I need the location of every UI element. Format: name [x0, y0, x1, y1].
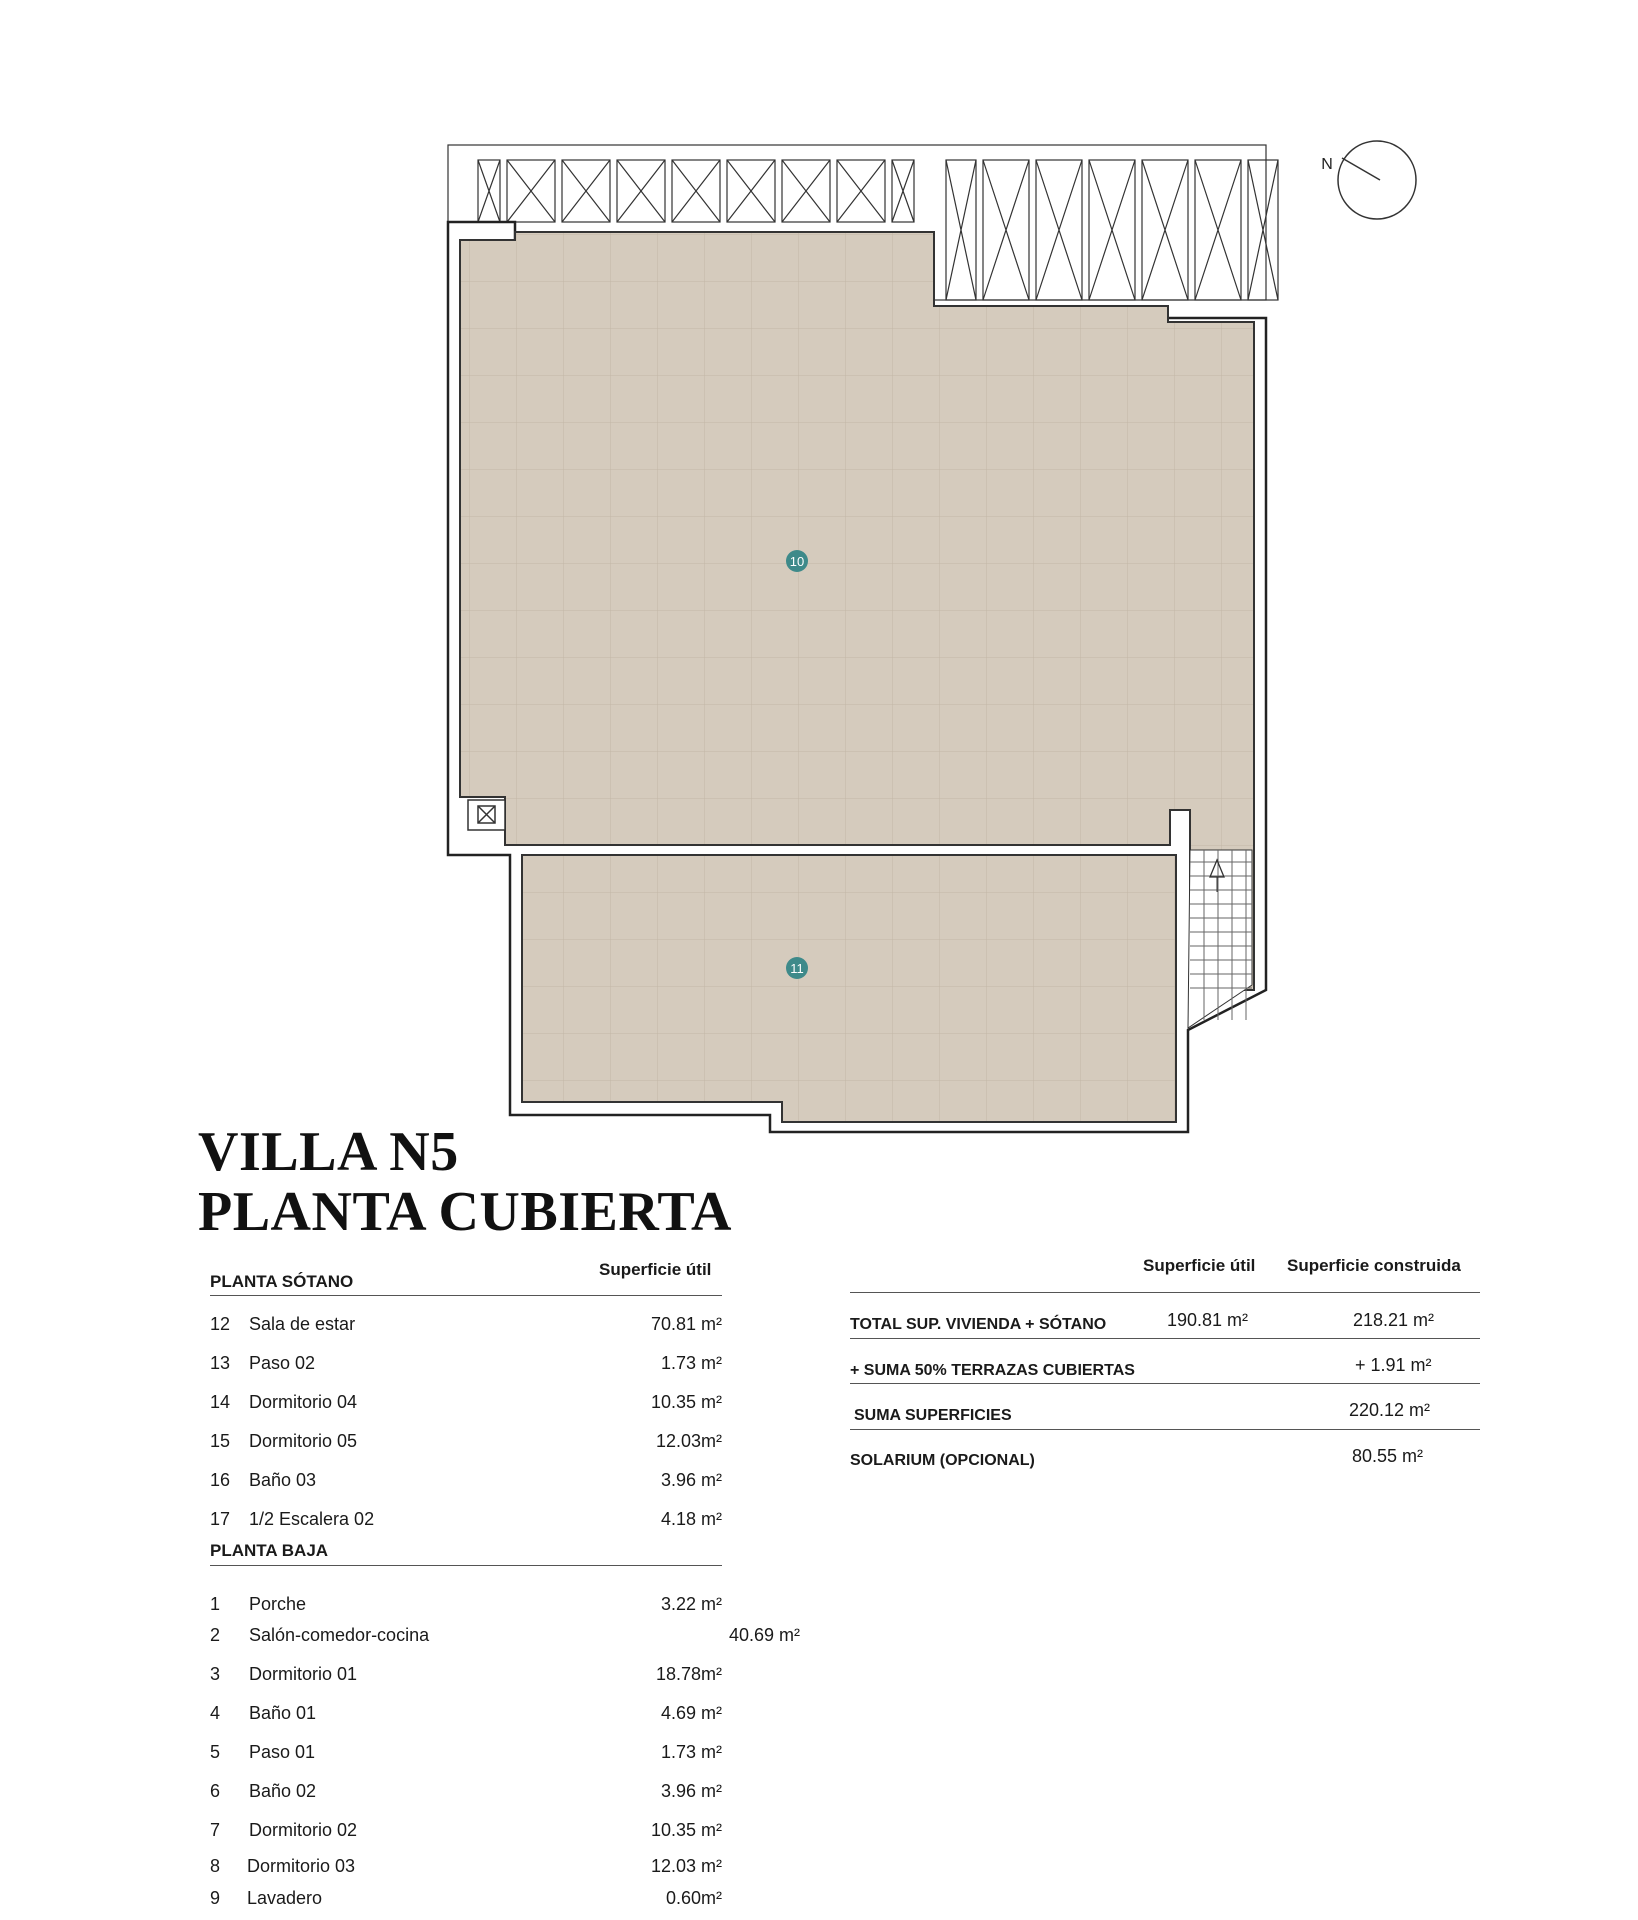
summary-rule [850, 1383, 1480, 1384]
summary-label: + SUMA 50% TERRAZAS CUBIERTAS [850, 1362, 1135, 1379]
summary-rule-top [850, 1292, 1480, 1293]
row-num: 12 [210, 1314, 231, 1334]
summary-util-value: 190.81 m² [1167, 1310, 1249, 1330]
row-name: Baño 02 [249, 1781, 317, 1801]
row-value: 4.18 m² [660, 1509, 722, 1529]
page-title-line1: VILLA N5 [198, 1121, 459, 1183]
row-value: 3.96 m² [660, 1470, 722, 1490]
row-name: Sala de estar [249, 1314, 356, 1334]
page-title-line2: PLANTA CUBIERTA [198, 1181, 732, 1243]
row-value: 40.69 m² [728, 1625, 800, 1645]
row-value: 0.60m² [665, 1888, 722, 1908]
summary-construida-value: + 1.91 m² [1355, 1355, 1432, 1375]
row-name: Lavadero [247, 1888, 323, 1908]
area-label-11 [786, 957, 808, 979]
skylight-icon [468, 800, 505, 830]
row-name: Dormitorio 03 [247, 1856, 356, 1876]
section-rule-baja [210, 1565, 722, 1566]
row-name: Porche [249, 1594, 307, 1614]
row-name: Dormitorio 02 [249, 1820, 358, 1840]
row-num: 14 [210, 1392, 231, 1412]
row-num: 8 [210, 1856, 221, 1876]
left-col-header-util: Superficie útil [599, 1260, 712, 1279]
section-rule-sotano [210, 1295, 722, 1296]
row-value: 1.73 m² [660, 1353, 722, 1373]
row-num: 3 [210, 1664, 221, 1684]
row-num: 15 [210, 1431, 231, 1451]
row-name: Dormitorio 01 [249, 1664, 358, 1684]
row-value: 70.81 m² [650, 1314, 722, 1334]
row-name: 1/2 Escalera 02 [249, 1509, 375, 1529]
row-value: 1.73 m² [660, 1742, 722, 1762]
row-num: 6 [210, 1781, 221, 1801]
row-num: 7 [210, 1820, 221, 1840]
row-name: Dormitorio 05 [249, 1431, 358, 1451]
row-name: Paso 01 [249, 1742, 316, 1762]
row-value: 10.35 m² [650, 1392, 722, 1412]
row-num: 16 [210, 1470, 231, 1490]
north-label: N [1321, 156, 1333, 173]
row-num: 13 [210, 1353, 231, 1373]
summary-construida-value: 218.21 m² [1353, 1310, 1435, 1330]
summary-label: SOLARIUM (OPCIONAL) [850, 1452, 1035, 1469]
row-num: 9 [210, 1888, 221, 1908]
row-name: Dormitorio 04 [249, 1392, 358, 1412]
row-name: Paso 02 [249, 1353, 316, 1373]
row-name: Baño 01 [249, 1703, 317, 1723]
row-value: 12.03m² [655, 1431, 722, 1451]
row-num: 17 [210, 1509, 231, 1529]
row-value: 3.96 m² [660, 1781, 722, 1801]
right-col-header-util: Superficie útil [1143, 1256, 1256, 1275]
row-value: 18.78m² [655, 1664, 722, 1684]
row-num: 5 [210, 1742, 221, 1762]
summary-rule [850, 1338, 1480, 1339]
area-label-11-text: 11 [790, 961, 804, 976]
row-value: 4.69 m² [660, 1703, 722, 1723]
summary-rule [850, 1429, 1480, 1430]
row-value: 3.22 m² [660, 1594, 722, 1614]
right-col-header-construida: Superficie construida [1287, 1256, 1461, 1275]
north-arrow-icon [1321, 141, 1416, 219]
roof-area-11 [522, 855, 1176, 1122]
section-heading-baja: PLANTA BAJA [210, 1541, 329, 1560]
area-label-10 [786, 550, 808, 572]
row-num: 2 [210, 1625, 221, 1645]
summary-construida-value: 80.55 m² [1352, 1446, 1424, 1466]
row-name: Baño 03 [249, 1470, 317, 1490]
row-value: 10.35 m² [650, 1820, 722, 1840]
summary-label: SUMA SUPERFICIES [854, 1407, 1012, 1424]
summary-construida-value: 220.12 m² [1349, 1400, 1431, 1420]
row-name: Salón-comedor-cocina [249, 1625, 430, 1645]
row-value: 12.03 m² [650, 1856, 722, 1876]
area-label-10-text: 10 [789, 554, 805, 569]
row-num: 4 [210, 1703, 221, 1723]
row-num: 1 [210, 1594, 221, 1614]
summary-label: TOTAL SUP. VIVIENDA + SÓTANO [850, 1316, 1107, 1333]
section-heading-sotano: PLANTA SÓTANO [210, 1272, 354, 1291]
